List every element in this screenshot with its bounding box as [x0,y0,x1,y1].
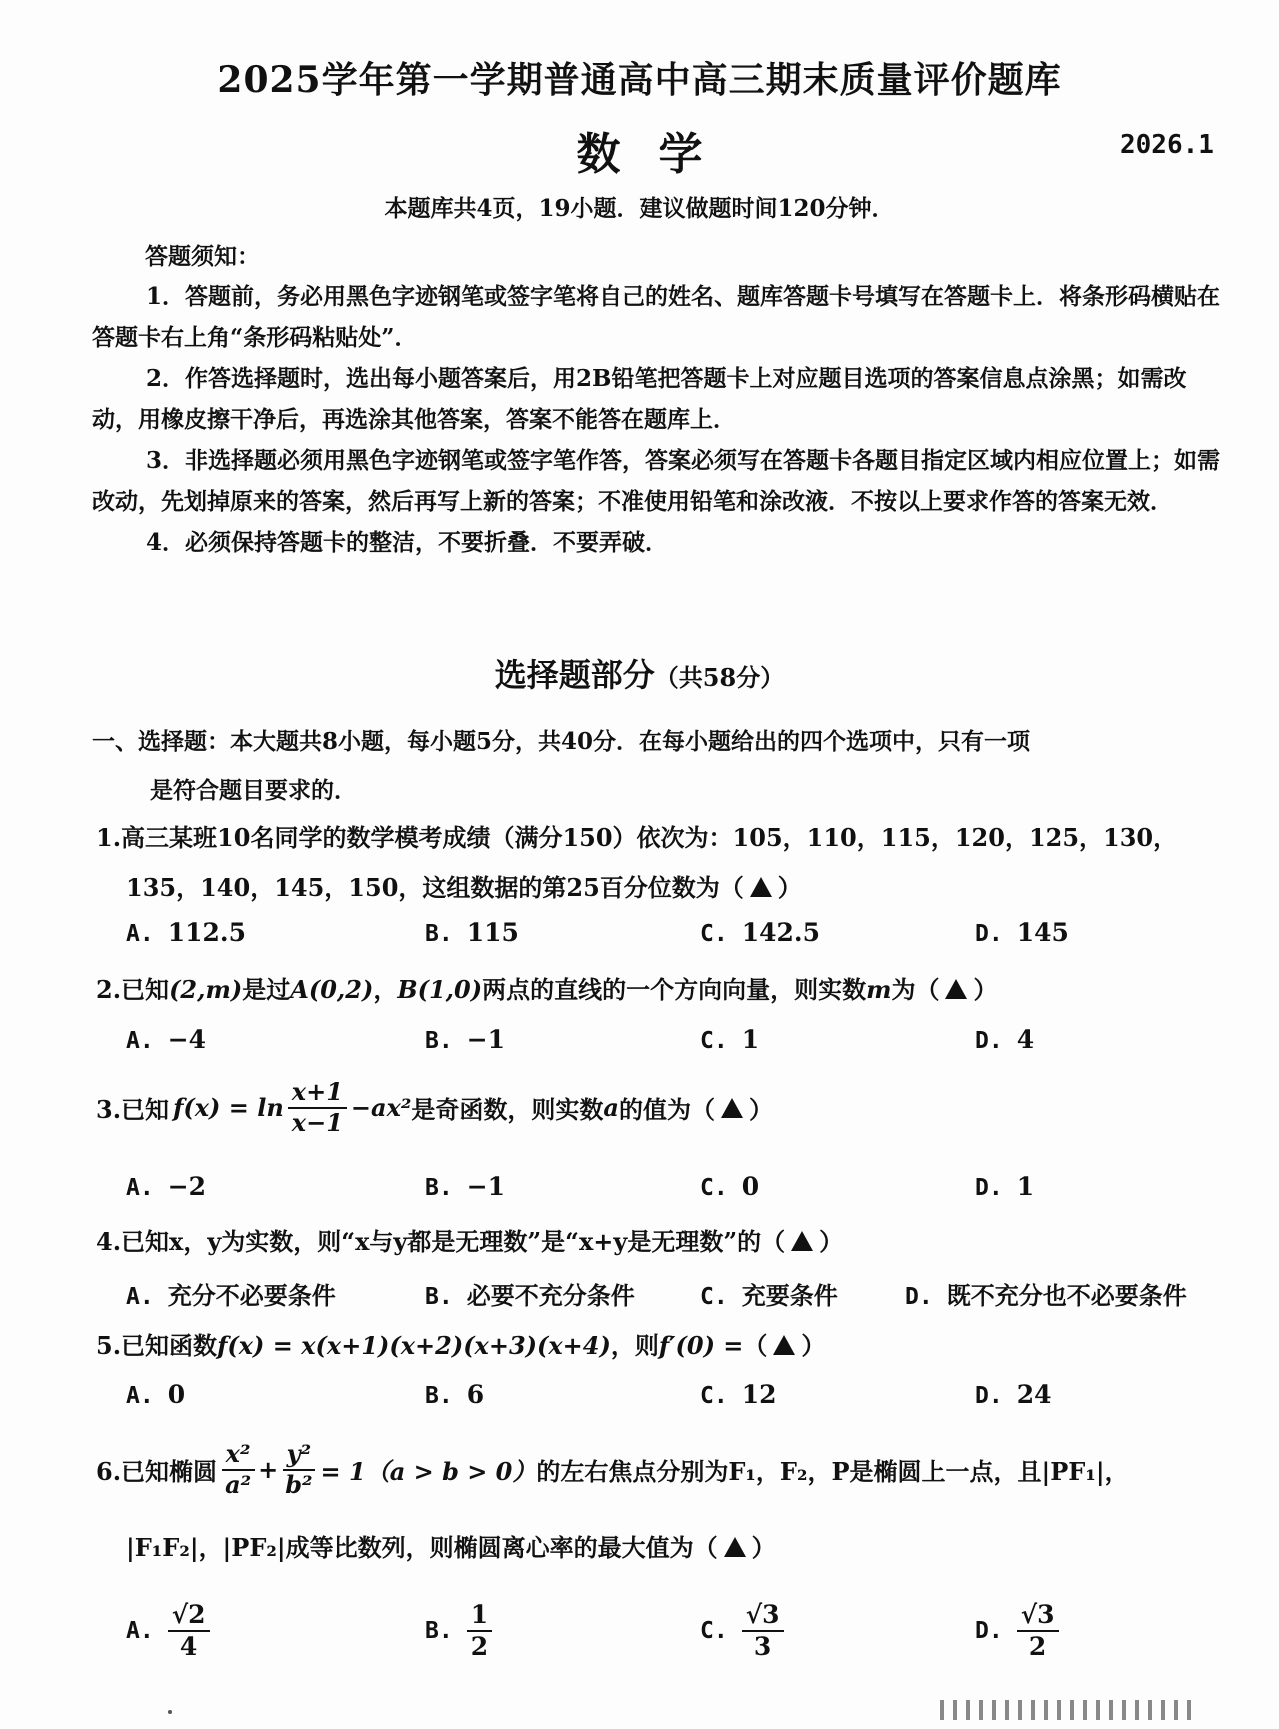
q2-point-a: A(0,2) [290,975,374,1004]
q3-stem: 3.已知 f(x) = ln $\frac{x+1}{x-1}$ −ax² 是奇函数，则实数 a 的值为（ ） [96,1077,773,1137]
q3-option-c: C. 0 [700,1172,760,1201]
triangle-icon [724,1537,746,1557]
q1-option-a: A. 112.5 [126,918,246,947]
image-viewer-scrubber[interactable] [940,1700,1240,1720]
q6-fraction-x: $\frac{\text{x²}}{\text{a²}}$ [221,1440,255,1500]
q1-line-2 [126,868,802,903]
part-line-2: 是符合题目要求的． [150,777,357,804]
notice-item-2: 2．作答选择题时，选出每小题答案后，用2B铅笔把答题卡上对应题目选项的答案信息点涂黑；如需改动，用橡皮擦干净后，再选涂其他答案，答案不能答在题库上． [92,365,1187,433]
q2-point-b: B(1,0) [397,975,483,1004]
triangle-icon [791,1231,813,1251]
q3-fraction: $\frac{x+1}{x-1}$ [288,1078,347,1138]
scan-speck [168,1710,172,1714]
part-instructions [92,717,1232,815]
q3-function: f(x) = ln [173,1093,284,1123]
q1-line-1: 1.高三某班10名同学的数学模考成绩（满分150）依次为：105，110，115，120，125，130， [96,823,1178,852]
exam-date: 2026.1 [1120,130,1214,160]
q2-vector: (2,m) [169,975,243,1004]
q6-fraction-y: $\frac{\text{y²}}{\text{b²}}$ [281,1440,316,1500]
q1-stem: 135，140，145，150，这组数据的第25百分位数为（ [126,873,744,902]
q1-option-b: B. 115 [425,918,519,947]
triangle-icon [773,1335,795,1355]
notice-list [92,276,1232,563]
q4-stem: 4.已知x，y为实数，则“x与y都是无理数”是“x+y是无理数”的（ ） [96,1227,844,1256]
q5-option-b: B. 6 [425,1380,485,1409]
q1-close: ） [777,873,802,902]
q5-derivative: f′(0) = [658,1331,744,1360]
subject-heading: 数学 [576,129,741,180]
q1-option-d: D. 145 [975,918,1069,947]
q4-option-c: C. 充要条件 [700,1281,838,1310]
q4-option-a: A. 充分不必要条件 [126,1281,336,1310]
q3-option-b: B. −1 [425,1172,506,1201]
q6-line-2: |F₁F₂|，|PF₂|成等比数列，则椭圆离心率的最大值为（ ） [126,1533,776,1562]
triangle-icon [945,979,967,999]
notice-item-3: 3．非选择题必须用黑色字迹钢笔或签字笔作答，答案必须写在答题卡各题目指定区域内相应位置上；如需改动，先划掉原来的答案，然后再写上新的答案；不准使用铅笔和涂改液．不按以上要求作答的答案无效． [92,447,1221,515]
q5-option-c: C. 12 [700,1380,777,1409]
q4-option-b: B. 必要不充分条件 [425,1281,635,1310]
q6-stem: 6.已知椭圆 $\frac{\text{x²}}{\text{a²}}$ + $\frac{\text{y²}}{\text{b²}}$ = 1（a > b > 0） 的左右焦点分别为F₁，F₂，P是椭圆上一点，且|PF₁|， [96,1439,1129,1499]
q6-option-d: D. $\frac{√3}{2}$ [975,1600,1059,1662]
q6-option-c: C. $\frac{√3}{3}$ [700,1600,784,1662]
q2-option-d: D. 4 [975,1025,1035,1054]
section-title: 选择题部分 [494,656,655,694]
page-title: 2025学年第一学期普通高中高三期末质量评价题库 [217,59,1062,101]
q5-stem: 5.已知函数f(x) = x(x+1)(x+2)(x+3)(x+4)，则f′(0) =（ ） [96,1331,826,1360]
q1-option-c: C. 142.5 [700,918,820,947]
part-line-1: 一、选择题：本大题共8小题，每小题5分，共40分．在每小题给出的四个选项中，只有一项 [92,728,1031,755]
q2-option-b: B. −1 [425,1025,506,1054]
triangle-icon [750,877,772,897]
section-heading [0,650,1279,696]
q3-option-a: A. −2 [126,1172,207,1201]
notice-item-4: 4．必须保持答题卡的整洁，不要折叠．不要弄破． [146,529,669,556]
notice-item-1: 1．答题前，务必用黑色字迹钢笔或签字笔将自己的姓名、题库答题卡号填写在答题卡上．将条形码横贴在答题卡右上角“条形码粘贴处”． [92,283,1221,351]
notice-heading: 答题须知： [145,243,260,270]
q4-option-d: D. 既不充分也不必要条件 [905,1281,1187,1310]
q5-option-d: D. 24 [975,1380,1052,1409]
section-score: （共58分） [654,663,785,692]
q5-function: f(x) = x(x+1)(x+2)(x+3)(x+4) [217,1331,611,1360]
q6-option-b: B. $\frac{1}{2}$ [425,1600,492,1662]
triangle-icon [721,1098,743,1118]
q5-option-a: A. 0 [126,1380,186,1409]
q6-option-a: A. $\frac{√2}{4}$ [126,1600,210,1662]
q2-stem: 2.已知(2,m)是过A(0,2)，B(1,0)两点的直线的一个方向向量，则实数m为（ ） [96,975,998,1004]
q3-option-d: D. 1 [975,1172,1035,1201]
q2-option-c: C. 1 [700,1025,760,1054]
q2-option-a: A. −4 [126,1025,207,1054]
exam-intro: 本题库共4页，19小题．建议做题时间120分钟． [384,195,895,222]
